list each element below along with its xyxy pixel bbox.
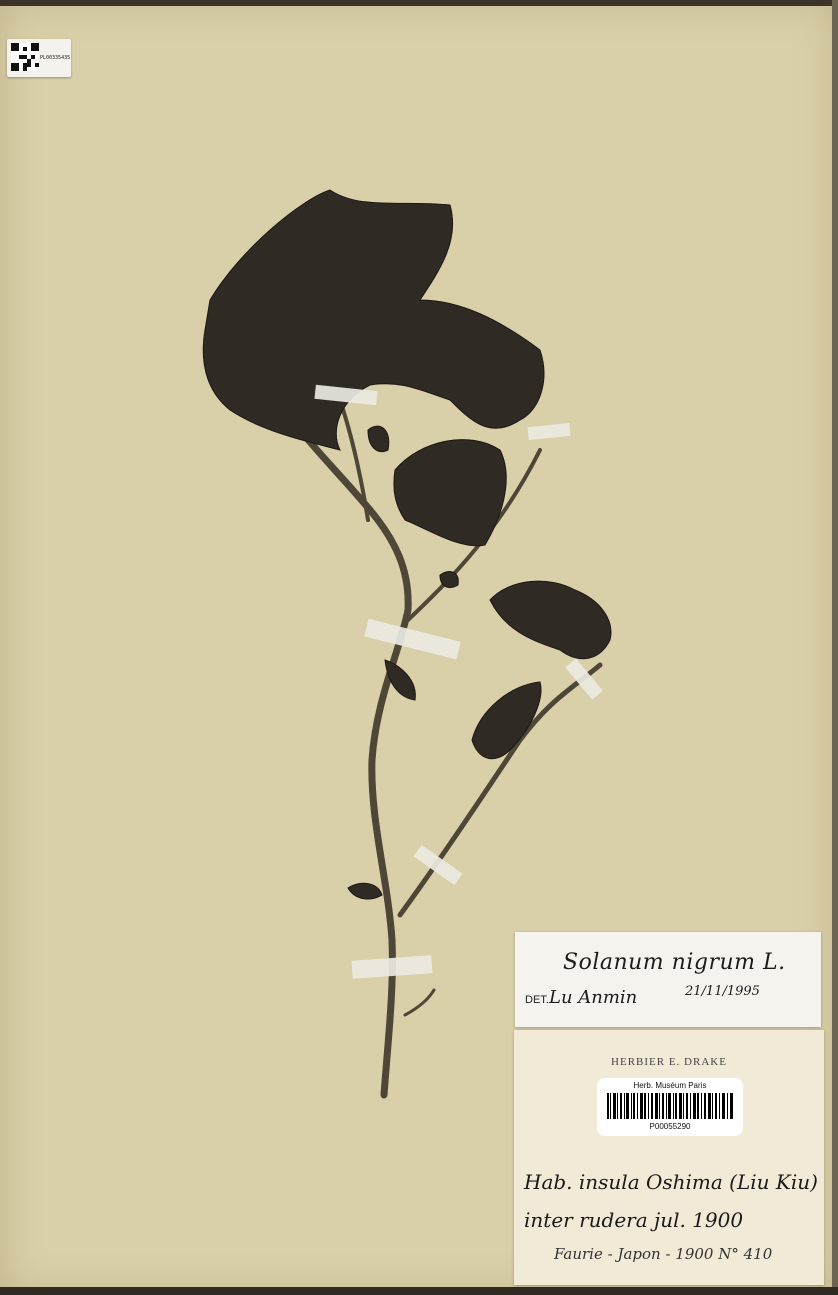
- tape-strip-2: [527, 423, 570, 440]
- tape-strip-3: [364, 619, 461, 659]
- barcode-number: P00055290: [649, 1122, 691, 1131]
- tape-strip-5: [414, 845, 463, 885]
- habitat-line-2: inter rudera jul. 1900: [524, 1208, 744, 1232]
- determination-label: [515, 932, 821, 1027]
- collector-line: Faurie - Japon - 1900 N° 410: [554, 1245, 773, 1263]
- leaves: [203, 190, 611, 899]
- leaf-middle-large: [394, 440, 506, 546]
- main-stem: [300, 430, 408, 1095]
- det-prefix: DET.: [525, 994, 549, 1006]
- qr-code-number: PL00335435: [40, 55, 71, 61]
- barcode-icon: [607, 1093, 733, 1119]
- determination-date: 21/11/1995: [685, 984, 760, 999]
- twig: [405, 990, 434, 1015]
- herbarium-label: [514, 1030, 824, 1285]
- leaf-small-3: [368, 426, 389, 451]
- leaf-top-cluster: [203, 190, 544, 450]
- branch-stem-left: [340, 400, 368, 520]
- leaf-small-2: [348, 883, 382, 899]
- tape-strip-6: [351, 955, 432, 979]
- determiner-name: Lu Anmin: [549, 987, 638, 1008]
- leaf-right-cluster: [490, 581, 611, 659]
- barcode-sticker: [597, 1078, 743, 1136]
- leaf-small-1: [440, 572, 458, 588]
- herbier-title: HERBIER E. DRAKE: [611, 1056, 727, 1068]
- habitat-line-1: Hab. insula Oshima (Liu Kiu): [524, 1170, 818, 1194]
- barcode-title: Herb. Muséum Paris: [633, 1081, 707, 1090]
- leaf-lower-right: [472, 682, 541, 759]
- taxon-name: Solanum nigrum L.: [563, 950, 786, 975]
